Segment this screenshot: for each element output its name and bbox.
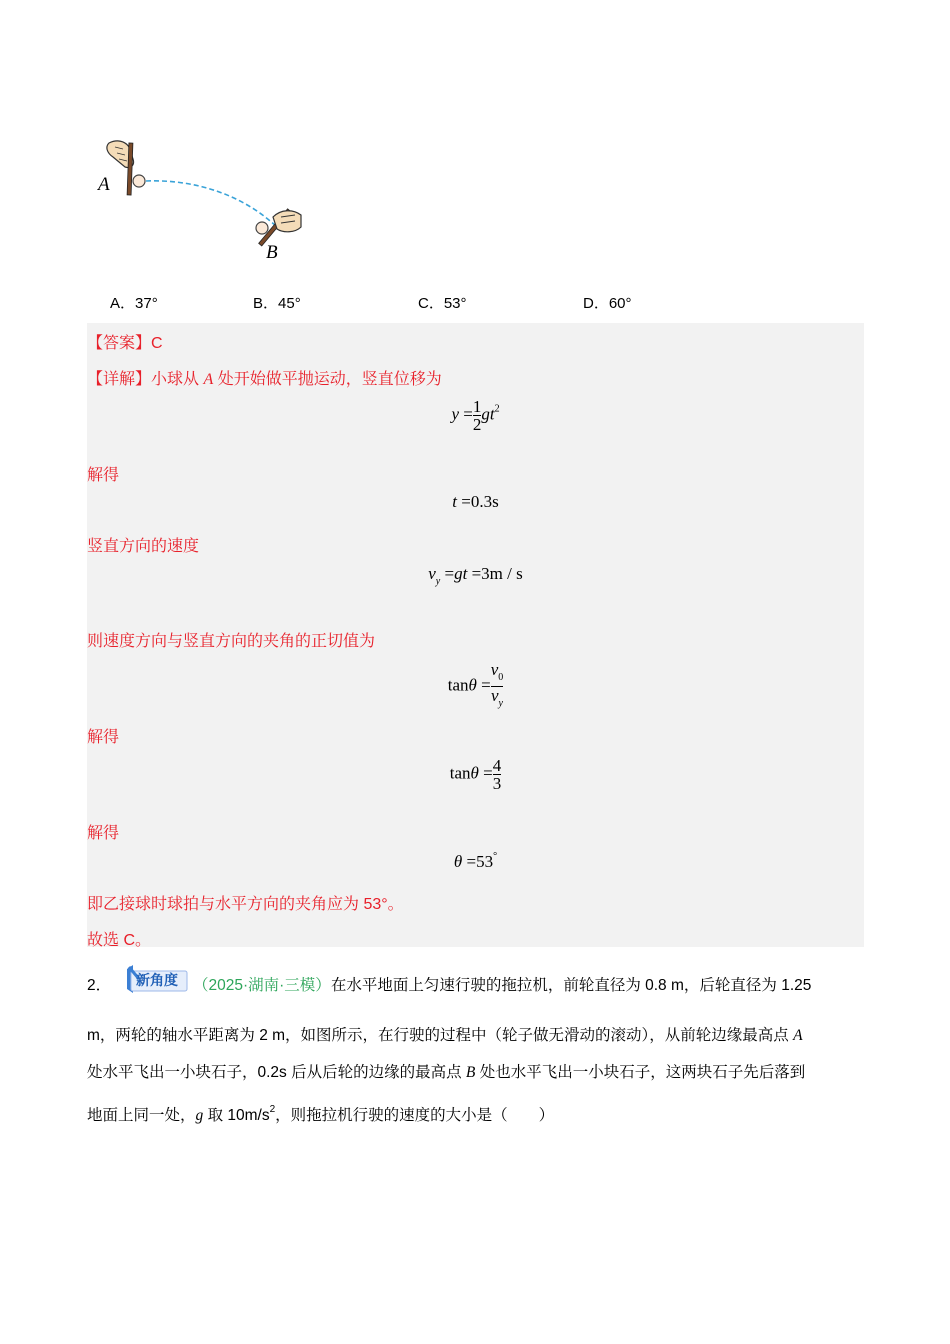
equation-tan-ratio: tanθ = $\frac{v_0}{v_y}$ — [87, 661, 864, 712]
new-angle-tag: 新角度 — [136, 972, 178, 988]
option-d[interactable]: D．60° — [583, 295, 632, 312]
equation-time: t =0.3s — [452, 492, 499, 511]
final-choice-line: 故选 C。 — [87, 932, 152, 949]
label-a: A — [98, 174, 110, 195]
question-line-3: 处水平飞出一小块石子，0.2s 后从后轮的边缘的最高点 B 处也水平飞出一小块石子，这两块石子先后落到 — [87, 1064, 806, 1081]
option-c[interactable]: C．53° — [418, 295, 467, 312]
question-line-4: 地面上同一处，g 取 $10m/s^2$，则拖拉机行驶的速度的大小是（ ） — [87, 1104, 555, 1124]
question-line-1: （2025·湖南·三模）在水平地面上匀速行驶的拖拉机，前轮直径为 0.8 m，后轮直径为 1.25 — [193, 977, 812, 994]
option-b[interactable]: B．45° — [253, 295, 301, 312]
explanation-intro: 【详解】小球从 A 处开始做平抛运动，竖直位移为 — [87, 371, 442, 388]
answer-line — [87, 330, 163, 353]
question-number: 2． — [87, 977, 112, 994]
label-b: B — [266, 242, 278, 263]
solve-label-1: 解得 — [87, 467, 120, 484]
ball-a — [133, 175, 145, 187]
conclusion-line: 即乙接球时球拍与水平方向的夹角应为 53°。 — [87, 896, 404, 913]
answer-label: 【答案】 — [87, 335, 152, 352]
equation-velocity: $v_y =gt =3m / s$ — [428, 564, 523, 587]
vertical-speed-label: 竖直方向的速度 — [87, 538, 200, 555]
option-a[interactable]: A．37° — [110, 295, 158, 312]
equation-angle: θ =53° — [453, 851, 498, 871]
hand-a-icon — [107, 141, 134, 195]
answer-value: C — [151, 335, 163, 352]
tan-intro-label: 则速度方向与竖直方向的夹角的正切值为 — [87, 633, 376, 650]
question-source: （2025·湖南·三模） — [193, 977, 331, 994]
solve-label-2: 解得 — [87, 729, 120, 746]
solve-label-3: 解得 — [87, 825, 120, 842]
equation-tan-value: tanθ = $\frac{4}{3}$ — [449, 756, 502, 793]
equation-displacement: y = $\frac{1}{2}$ $gt^2$ — [451, 397, 500, 434]
question-line-2: m，两轮的轴水平距离为 2 m，如图所示，在行驶的过程中（轮子做无滑动的滚动），从前轮边缘最高点 A — [87, 1027, 803, 1044]
